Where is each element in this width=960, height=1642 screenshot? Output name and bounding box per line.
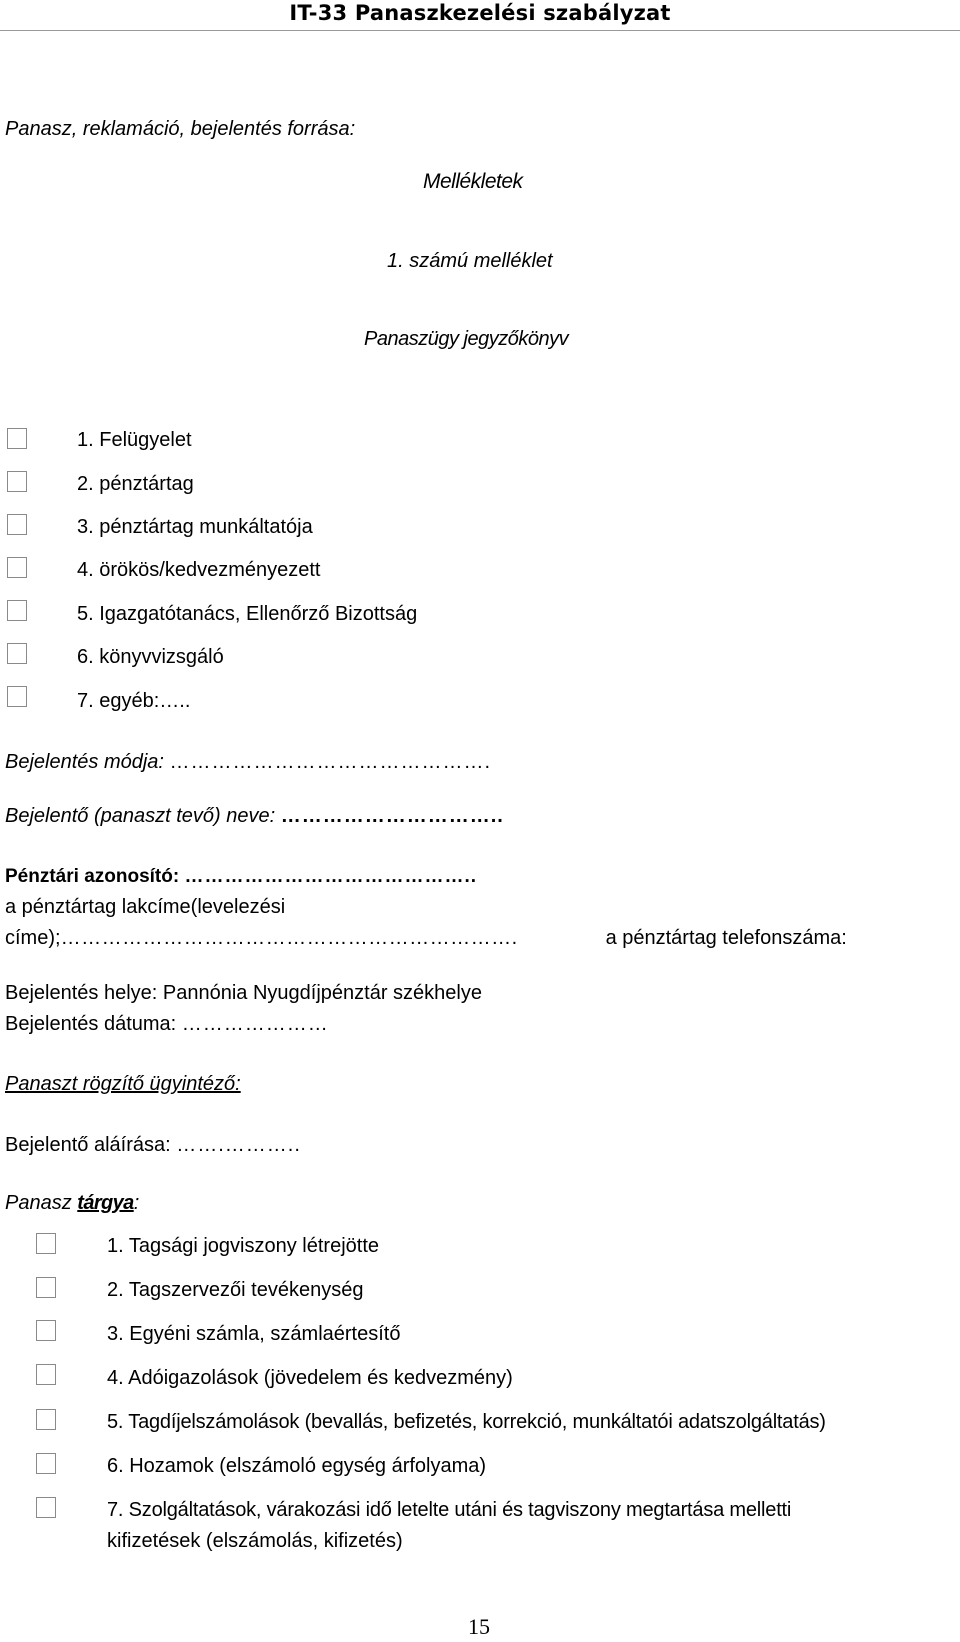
subject-label (5, 1192, 139, 1215)
source-option-2: 2. pénztártag (77, 473, 194, 495)
source-option-6: 6. könyvvizsgáló (77, 646, 224, 668)
source-checkbox-4[interactable] (7, 557, 27, 578)
subject-option-3: 3. Egyéni számla, számlaértesítő (107, 1323, 401, 1345)
source-option-4: 4. örökös/kedvezményezett (77, 559, 321, 581)
subject-checkbox-3[interactable] (36, 1320, 56, 1341)
clerk-label: Panaszt rögzítő ügyintéző: (5, 1073, 241, 1095)
source-checkbox-1[interactable] (7, 428, 27, 449)
date-dots: ………………… (181, 1013, 329, 1035)
phone-label: a pénztártag telefonszáma: (605, 927, 847, 949)
reporter-name-label: Bejelentő (panaszt tevő) neve: (5, 805, 276, 827)
source-option-1: 1. Felügyelet (77, 429, 192, 451)
subject-option-7: 7. Szolgáltatások, várakozási idő letelte utáni és tagviszony megtartása melletti (107, 1499, 792, 1521)
date-label: Bejelentés dátuma: (5, 1013, 177, 1035)
subject-checkbox-2[interactable] (36, 1277, 56, 1298)
subject-option-4: 4. Adóigazolások (jövedelem és kedvezmény) (107, 1367, 513, 1389)
subject-checkbox-5[interactable] (36, 1409, 56, 1430)
subject-option-1: 1. Tagsági jogviszony létrejötte (107, 1235, 380, 1257)
address-dots: …………………………………………………………. (60, 927, 518, 949)
account-id-row (5, 866, 477, 888)
signature-label: Bejelentő aláírása: (5, 1134, 171, 1156)
source-option-3: 3. pénztártag munkáltatója (77, 516, 313, 538)
source-checkbox-2[interactable] (7, 471, 27, 492)
source-checkbox-3[interactable] (7, 514, 27, 535)
address-phone-row (5, 927, 847, 950)
reporter-name-row (5, 805, 504, 828)
annex-label: 1. számú melléklet (387, 250, 553, 272)
reporter-name-dots: ………………………….. (280, 805, 504, 827)
source-label: Panasz, reklamáció, bejelentés forrása: (5, 118, 356, 140)
signature-dots: …….……….. (176, 1134, 301, 1156)
section-title: Mellékletek (423, 170, 523, 193)
document-title: Panaszügy jegyzőkönyv (364, 328, 569, 350)
subject-option-5: 5. Tagdíjelszámolások (bevallás, befizetés, korrekció, munkáltatói adatszolgáltatás) (107, 1411, 826, 1433)
page-header (0, 0, 960, 31)
subject-checkbox-1[interactable] (36, 1233, 56, 1254)
page-number: 15 (468, 1614, 490, 1639)
report-method-row (5, 751, 491, 774)
subject-option-6: 6. Hozamok (elszámoló egység árfolyama) (107, 1455, 487, 1477)
source-checkbox-6[interactable] (7, 643, 27, 664)
report-method-label: Bejelentés módja: (5, 751, 164, 773)
source-option-7: 7. egyéb:….. (77, 690, 191, 712)
report-method-dots: ………………………………………. (169, 751, 492, 773)
subject-checkbox-7[interactable] (36, 1497, 56, 1518)
subject-label-word: tárgya (77, 1192, 134, 1214)
account-id-dots: …………………………………….. (184, 866, 478, 887)
address-label: címe); (5, 927, 61, 949)
subject-label-prefix: Panasz (5, 1192, 78, 1214)
subject-checkbox-4[interactable] (36, 1364, 56, 1385)
signature-row (5, 1134, 301, 1157)
address-line-1: a pénztártag lakcíme(levelezési (5, 896, 286, 918)
source-checkbox-5[interactable] (7, 600, 27, 621)
place-label: Bejelentés helye: Pannónia Nyugdíjpénztár székhelye (5, 982, 482, 1004)
subject-checkbox-6[interactable] (36, 1453, 56, 1474)
subject-option-2: 2. Tagszervezői tevékenység (107, 1279, 364, 1301)
header-title: IT-33 Panaszkezelési szabályzat (289, 1, 671, 25)
source-checkbox-7[interactable] (7, 686, 27, 707)
date-row (5, 1013, 329, 1036)
subject-label-suffix: : (133, 1192, 140, 1214)
account-id-label: Pénztári azonosító: (5, 866, 180, 887)
source-option-5: 5. Igazgatótanács, Ellenőrző Bizottság (77, 603, 418, 625)
subject-option-7-line2: kifizetések (elszámolás, kifizetés) (107, 1530, 403, 1552)
